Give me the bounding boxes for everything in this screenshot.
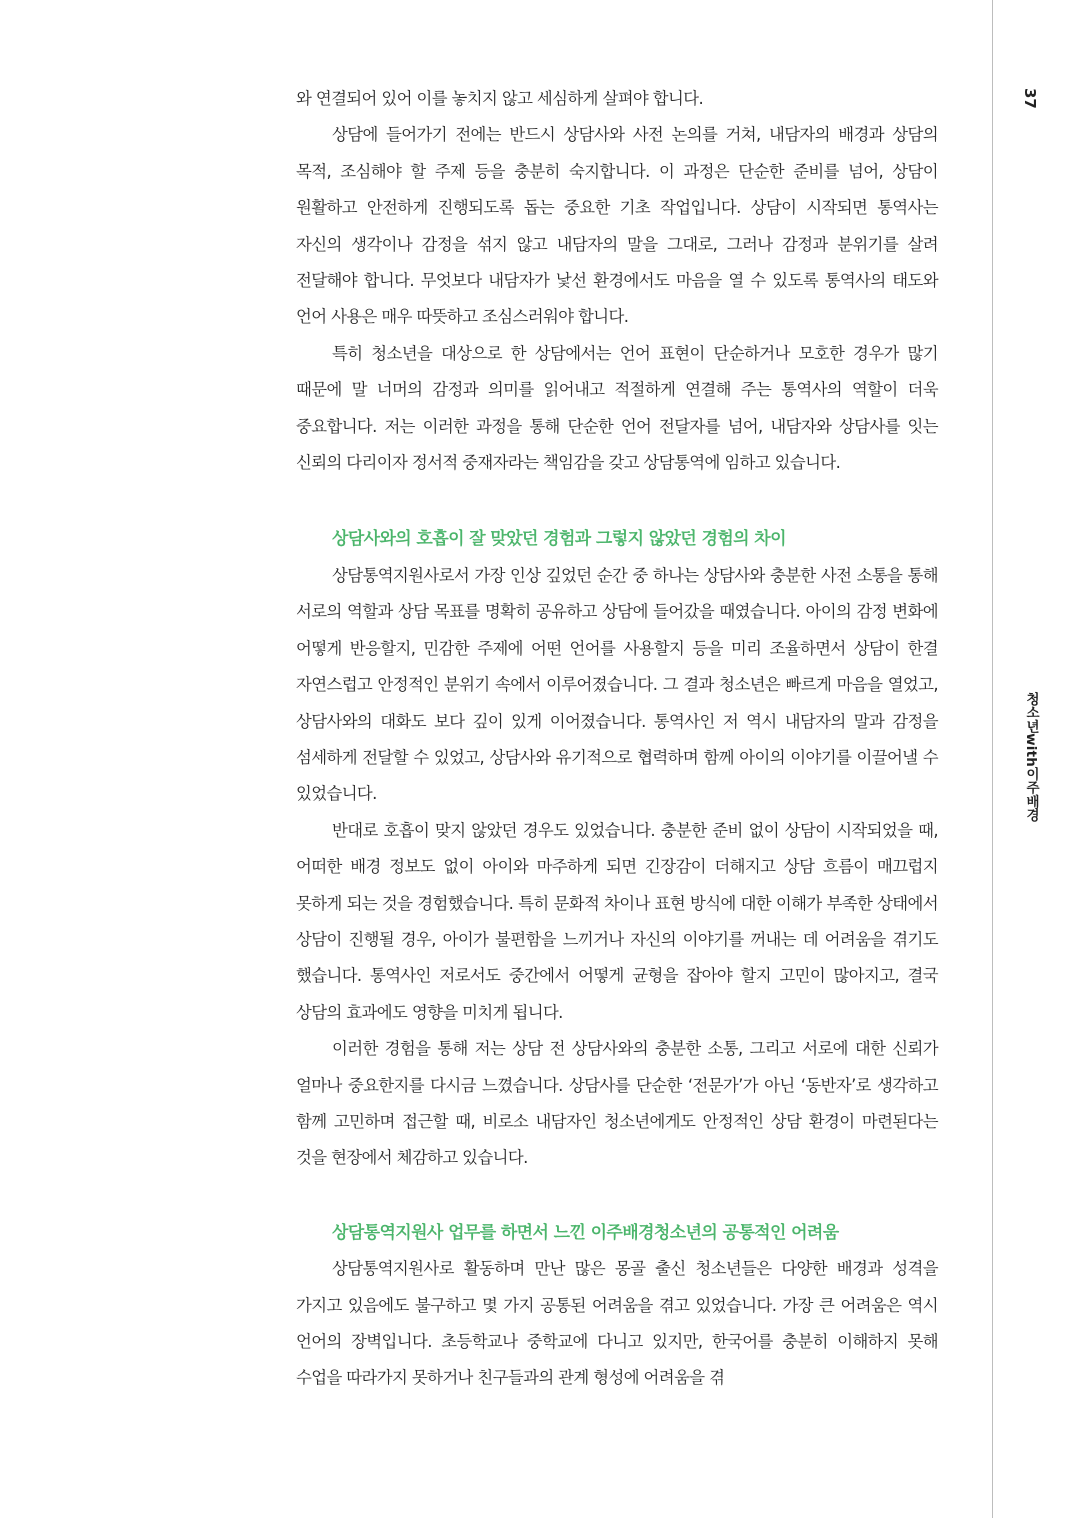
sidebar-divider <box>992 0 993 1518</box>
paragraph: 특히 청소년을 대상으로 한 상담에서는 언어 표현이 단순하거나 모호한 경우가 많기 때문에 말 너머의 감정과 의미를 읽어내고 적절하게 연결해 주는 통역사의 역할이 더욱 중요합니다. 저는 이러한 과정을 통해 단순한 언어 전달자를 넘어, 내담자와 상담사를 잇는 신뢰의 다리이자 정서적 중재자라는 책임감을 갖고 상담통역에 임하고 있습니다. <box>296 343 938 473</box>
paragraph: 상담통역지원사로 활동하며 만난 많은 몽골 출신 청소년들은 다양한 배경과 성격을 가지고 있음에도 불구하고 몇 가지 공통된 어려움을 겪고 있었습니다. 가장 큰 어려움은 역시 언어의 장벽입니다. 초등학교나 중학교에 다니고 있지만, 한국어를 충분히 이해하지 못해 수업을 따라가지 못하거나 친구들과의 관계 형성에 어려움을 겪 <box>296 1259 938 1388</box>
page-number: 37 <box>1021 88 1039 109</box>
running-title: 청소년with이주배경 <box>1023 692 1039 822</box>
main-content <box>296 81 938 1397</box>
paragraph: 상담통역지원사로서 가장 인상 깊었던 순간 중 하나는 상담사와 충분한 사전 소통을 통해 서로의 역할과 상담 목표를 명확히 공유하고 상담에 들어갔을 때였습니다. 아이의 감정 변화에 어떻게 반응할지, 민감한 주제에 어떤 언어를 사용할지 등을 미리 조율하면서 상담이 한결 자연스럽고 안정적인 분위기 속에서 이루어졌습니다. 그 결과 청소년은 빠르게 마음을 열었고, 상담사와의 대화도 보다 깊이 있게 이어졌습니다. 통역사인 저 역시 내담자의 말과 감정을 섬세하게 전달할 수 있었고, 상담사와 유기적으로 협력하며 함께 아이의 이야기를 이끌어낼 수 있었습니다. <box>296 565 938 804</box>
section-heading-collaboration-experience: 상담사와의 호흡이 잘 맞았던 경험과 그렇지 않았던 경험의 차이 <box>332 529 786 550</box>
paragraph: 상담에 들어가기 전에는 반드시 상담사와 사전 논의를 거쳐, 내담자의 배경과 상담의 목적, 조심해야 할 주제 등을 충분히 숙지합니다. 이 과정은 단순한 준비를 넘어, 상담이 원활하고 안전하게 진행되도록 돕는 중요한 기초 작업입니다. 상담이 시작되면 통역사는 자신의 생각이나 감정을 섞지 않고 내담자의 말을 그대로, 그러나 감정과 분위기를 살려 전달해야 합니다. 무엇보다 내담자가 낯선 환경에서도 마음을 열 수 있도록 통역사의 태도와 언어 사용은 매우 따뜻하고 조심스러워야 합니다. <box>296 125 938 327</box>
paragraph: 반대로 호흡이 맞지 않았던 경우도 있었습니다. 충분한 준비 없이 상담이 시작되었을 때, 어떠한 배경 정보도 없이 아이와 마주하게 되면 긴장감이 더해지고 상담 흐름이 매끄럽지 못하게 되는 것을 경험했습니다. 특히 문화적 차이나 표현 방식에 대한 이해가 부족한 상태에서 상담이 진행될 경우, 아이가 불편함을 느끼거나 자신의 이야기를 꺼내는 데 어려움을 겪기도 했습니다. 통역사인 저로서도 중간에서 어떻게 균형을 잡아야 할지 고민이 많아지고, 결국 상담의 효과에도 영향을 미치게 됩니다. <box>296 820 938 1022</box>
paragraph: 이러한 경험을 통해 저는 상담 전 상담사와의 충분한 소통, 그리고 서로에 대한 신뢰가 얼마나 중요한지를 다시금 느꼈습니다. 상담사를 단순한 ‘전문가’가 아닌 ‘동반자’로 생각하고 함께 고민하며 접근할 때, 비로소 내담자인 청소년에게도 안정적인 상담 환경이 마련된다는 것을 현장에서 체감하고 있습니다. <box>296 1039 938 1168</box>
paragraph-continuation: 와 연결되어 있어 이를 놓치지 않고 세심하게 살펴야 합니다. <box>296 89 704 108</box>
section-heading-common-difficulties: 상담통역지원사 업무를 하면서 느낀 이주배경청소년의 공통적인 어려움 <box>332 1222 839 1243</box>
